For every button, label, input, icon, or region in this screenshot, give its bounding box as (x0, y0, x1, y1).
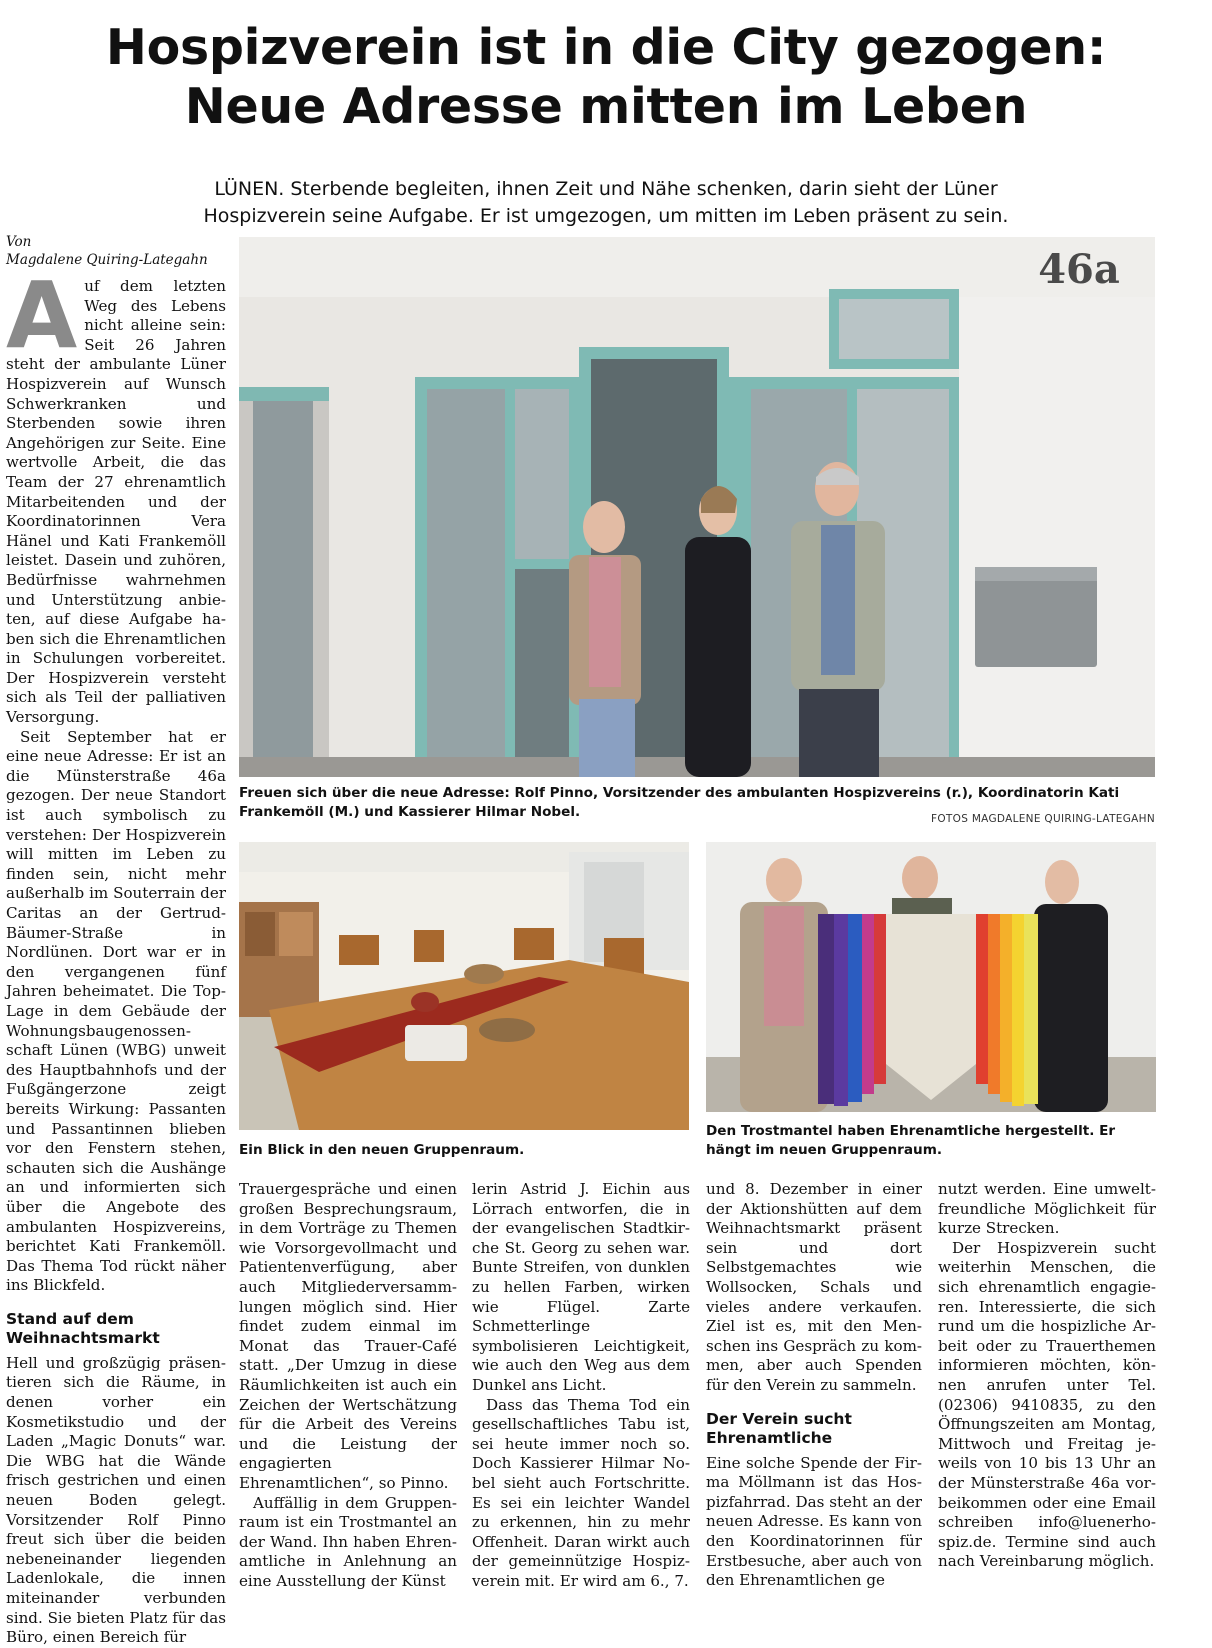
text-column-4 (706, 1180, 922, 1636)
main-photo (239, 237, 1155, 777)
text-column-3 (472, 1180, 690, 1636)
paragraph: Der Hospizverein sucht weiterhin Menschen, die sich ehrenamtlich engagieren. Interessierte, die sich rund um die hospizliche Arbeit oder zu Trauerthemen informieren möchten, können anrufen unter Tel. (02306) 9410835, zu den Öffnungszeiten am Montag, Mittwoch und Freitag jeweils von 10 bis 13 Uhr an der Münsterstraße 46a vorbeikommen oder eine Email schreiben info@luenerhospiz.de. Termine sind auch nach Vereinbarung möglich. (938, 1238, 1156, 1571)
group-room-caption: Ein Blick in den neuen Gruppenraum. (239, 1142, 525, 1158)
paragraph: Trauergespräche und einen großen Besprechungsraum, in dem Vorträge zu Themen wie Vorsorgevollmacht und Patientenverfügung, aber auch Mitgliederversammlungen möglich sind. Hier findet zudem einmal im Monat das Trauer-Café statt. „Der Umzug in diese Räumlichkeiten ist auch ein Zeichen der Wertschätzung für die Arbeit des Vereins und die Leistung der engagierten Ehrenamtlichen“, so Pinno. (239, 1180, 457, 1492)
paragraph: Seit September hat er eine neue Adresse: Er ist an die Münsterstraße 46a gezogen. Der neue Standort ist auch symbolisch zu verstehen: Der Hospizverein will mitten im Leben zu finden sein, nicht mehr außerhalb im Souterrain der Caritas an der Gertrud-Bäumer-Straße in Nordlünen. Dort war er in den vergangenen fünf Jahren beheimatet. Die Top-Lage in dem Gebäude der Wohnungsbaugenossenschaft Lünen (WBG) unweit des Hauptbahnhofs und der Fußgängerzone zeigt bereits Wirkung: Passanten und Passantinnen blieben vor den Fenstern stehen, schauten sich die Aushänge an und informierten sich über die Angebote des ambulanten Hospizvereins, berichtet Kati Frankemöll. Das Thema Tod rückt näher ins Blickfeld. (6, 727, 226, 1295)
teaser-line-1: LÜNEN. Sterbende begleiten, ihnen Zeit und Nähe schenken, darin sieht der Lüner (214, 178, 998, 200)
main-photo-image (239, 237, 1155, 777)
text-column-5 (938, 1180, 1156, 1636)
paragraph: Eine solche Spende der Firma Möllmann ist das Hospizfahrrad. Das steht an der neuen Adresse. Es kann von den Koordinatorinnen für Erstbesuche, aber auch von den Ehrenamtlichen ge (706, 1453, 922, 1590)
byline-author: Magdalene Quiring-Lategahn (6, 252, 208, 268)
paragraph (6, 262, 226, 728)
paragraph: und 8. Dezember in einer der Aktionshütten auf dem Weihnachtsmarkt präsent sein und dort Selbstgemachtes wie Wollsocken, Schals und vieles andere verkaufen. Ziel ist es, mit den Menschen ins Gespräch zu kommen, aber auch Spenden für den Verein zu sammeln. (706, 1180, 922, 1394)
paragraph: Auffällig in dem Gruppenraum ist ein Trostmantel an der Wand. Ihn haben Ehrenamtliche in Anlehnung an eine Ausstellung der Künst (239, 1493, 457, 1590)
byline (6, 233, 226, 269)
text-column-1 (6, 233, 226, 1647)
trostmantel-photo (706, 842, 1156, 1112)
paragraph: nutzt werden. Eine umweltfreundliche Möglichkeit für kurze Strecken. (938, 1180, 1156, 1238)
headline (0, 18, 1212, 136)
paragraph-text: uf dem letzten Weg des Lebens nicht alleine sein: Seit 26 Jahren steht der ambulante Lüner Hospizverein auf Wunsch Schwerkranken und Sterbenden sowie ihren Angehörigen zur Seite. Eine wertvolle Arbeit, die das Team der 27 ehrenamtlich Mitarbeitenden und der Koordinatorinnen Vera Hänel und Kati Frankemöll leistet. Dasein und zuhören, Bedürfnisse wahrnehmen und Unterstützung anbieten, auf diese Aufgabe haben sich die Ehrenamtlichen in Schulungen vorbereitet. Der Hospizverein versteht sich als Teil der palliativen Versorgung. (6, 277, 226, 727)
trostmantel-image (706, 842, 1156, 1112)
house-number (1038, 246, 1120, 293)
headline-line-1: Hospizverein ist in die City gezogen: (105, 19, 1107, 76)
paragraph: Hell und großzügig präsentieren sich die Räume, in denen vorher ein Kosmetikstudio und der Laden „Magic Donuts“ war. Die WBG hat die Wände frisch gestrichen und einen neuen Boden gelegt. Vorsitzender Rolf Pinno freut sich über die beiden nebeneinander liegenden Ladenlokale, die innen miteinander verbunden sind. Sie bieten Platz für das Büro, einen Bereich für (6, 1353, 226, 1647)
main-photo-caption: Freuen sich über die neue Adresse: Rolf Pinno, Vorsitzender des ambulanten Hospizvereins (r.), Koordinatorin Kati Frankemöll (M.) und Kassierer Hilmar Nobel. (239, 785, 1120, 820)
text-column-2 (239, 1180, 457, 1636)
group-room-photo (239, 842, 689, 1130)
photo-credit: FOTOS MAGDALENE QUIRING-LATEGAHN (931, 813, 1155, 825)
article-teaser (100, 176, 1112, 230)
group-room-image (239, 842, 689, 1130)
trostmantel-caption: Den Trostmantel haben Ehrenamtliche hergestellt. Er hängt im neuen Gruppenraum. (706, 1123, 1116, 1158)
paragraph: lerin Astrid J. Eichin aus Lörrach entworfen, die in der evangelischen Stadtkirche St. Georg zu sehen war. Bunte Streifen, von dunklen zu hellen Farben, wirken wie Flügel. Zarte Schmetterlinge symbolisieren Leichtigkeit, wie auch den Weg aus dem Dunkel ans Licht. (472, 1180, 690, 1394)
drop-cap: A (6, 262, 78, 369)
subheading: Stand auf dem Weihnachtsmarkt (6, 1309, 160, 1347)
headline-line-2: Neue Adresse mitten im Leben (184, 78, 1028, 135)
byline-prefix: Von (6, 234, 32, 250)
paragraph: Dass das Thema Tod ein gesellschaftliches Tabu ist, sei heute immer noch so. Doch Kassierer Hilmar Nobel sieht auch Fortschritte. Es sei ein leichter Wandel zu erkennen, hin zu mehr Offenheit. Daran wirkt auch der gemeinnützige Hospizverein mit. Er wird am 6., 7. (472, 1395, 690, 1590)
teaser-line-2: Hospizverein seine Aufgabe. Er ist umgezogen, um mitten im Leben präsent zu sein. (203, 205, 1009, 227)
subheading: Der Verein sucht Ehrenamtliche (706, 1409, 852, 1447)
house-number-text: 46a (1038, 246, 1120, 293)
